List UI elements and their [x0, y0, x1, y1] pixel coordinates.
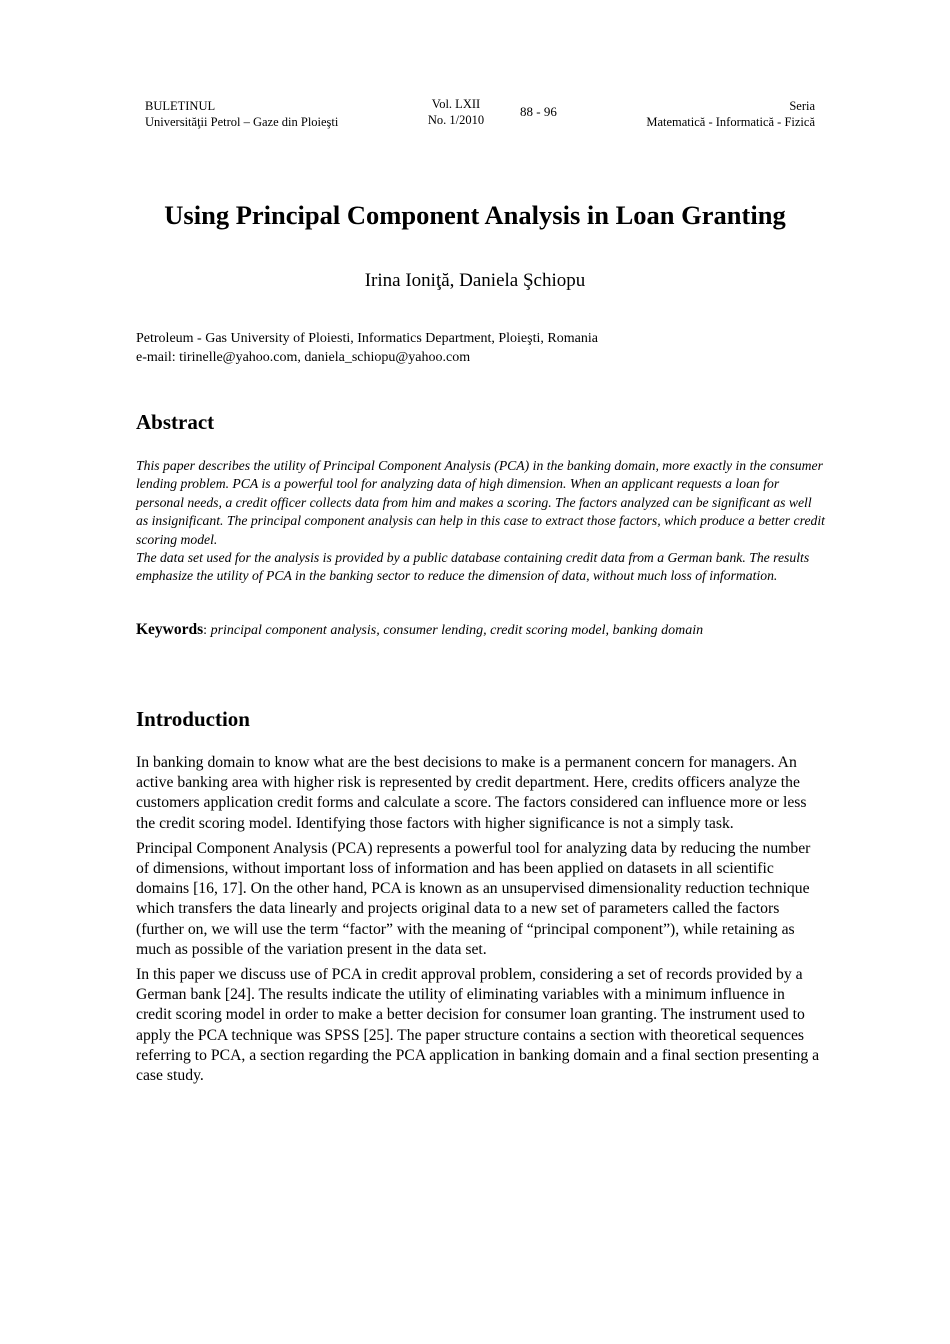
- series-name: Matematică - Informatică - Fizică: [646, 115, 815, 129]
- journal-header: [145, 98, 338, 130]
- page-range: 88 - 96: [520, 104, 557, 119]
- volume-info: [418, 96, 494, 128]
- keywords-label: Keywords: [136, 621, 204, 638]
- intro-paragraph: In banking domain to know what are the best decisions to make is a permanent concern for managers. An active banking area with higher risk is represented by credit department. Here, credits officers analyze the customers application credit forms and calculate a score. The factors considered can influence more or less the credit scoring model. Identifying those factors with higher significance is not a simply task.: [136, 754, 807, 832]
- affiliation-block: [136, 330, 598, 367]
- keywords-list: principal component analysis, consumer lending, credit scoring model, banking domain: [210, 623, 704, 638]
- keywords-line: [136, 621, 703, 639]
- abstract-paragraph: The data set used for the analysis is provided by a public database containing credit data from a German bank. The results emphasize the utility of PCA in the banking sector to reduce the dimension of data, without much loss of information.: [136, 550, 810, 584]
- intro-paragraph: In this paper we discuss use of PCA in credit approval problem, considering a set of records provided by a German bank [24]. The results indicate the utility of eliminating variables with a minimum influence in credit scoring model in order to make a better decision for consumer loan granting. The instrument used to apply the PCA technique was SPSS [25]. The paper structure contains a section with theoretical sequences referring to PCA, a section regarding the PCA application in banking domain and a final section presenting a case study.: [136, 966, 820, 1085]
- keywords-separator: :: [203, 623, 211, 638]
- issue-number: No. 1/2010: [427, 113, 485, 127]
- abstract-paragraph: This paper describes the utility of Principal Component Analysis (PCA) in the banking domain, more exactly in the consumer lending problem. PCA is a powerful tool for analyzing data of high dimension. When an applicant requests a loan for personal needs, a credit officer collects data from him and makes a scoring. The factors analyzed can be significant as well as insignificant. The principal component analysis can help in this case to extract those factors, which produce a better credit scoring model.: [136, 458, 825, 547]
- affiliation: Petroleum - Gas University of Ploiesti, Informatics Department, Ploieşti, Romania: [136, 331, 598, 346]
- introduction-heading: Introduction: [136, 707, 250, 731]
- journal-university: Universităţii Petrol – Gaze din Ploieşti: [145, 115, 339, 129]
- abstract-body: [136, 457, 826, 586]
- paper-authors: Irina Ioniţă, Daniela Şchiopu: [364, 270, 586, 291]
- series-label: Seria: [789, 99, 815, 113]
- volume: Vol. LXII: [431, 97, 481, 111]
- introduction-body: [136, 753, 820, 1091]
- intro-paragraph: Principal Component Analysis (PCA) represents a powerful tool for analyzing data by reducing the number of dimensions, without important loss of information and has been applied on datasets in all scientific domains [16, 17]. On the other hand, PCA is known as an unsupervised dimensionality reduction technique which transfers the data linearly and projects original data to a new set of parameters called the factors (further on, we will use the term “factor” with the meaning of “principal component”), while retaining as much as possible of the variation present in the data set.: [136, 839, 811, 958]
- contact-email: e-mail: tirinelle@yahoo.com, daniela_schiopu@yahoo.com: [136, 349, 471, 365]
- series-info: [646, 98, 815, 130]
- paper-title: Using Principal Component Analysis in Loan Granting: [164, 200, 786, 230]
- abstract-heading: Abstract: [136, 410, 215, 434]
- journal-name: BULETINUL: [145, 99, 216, 113]
